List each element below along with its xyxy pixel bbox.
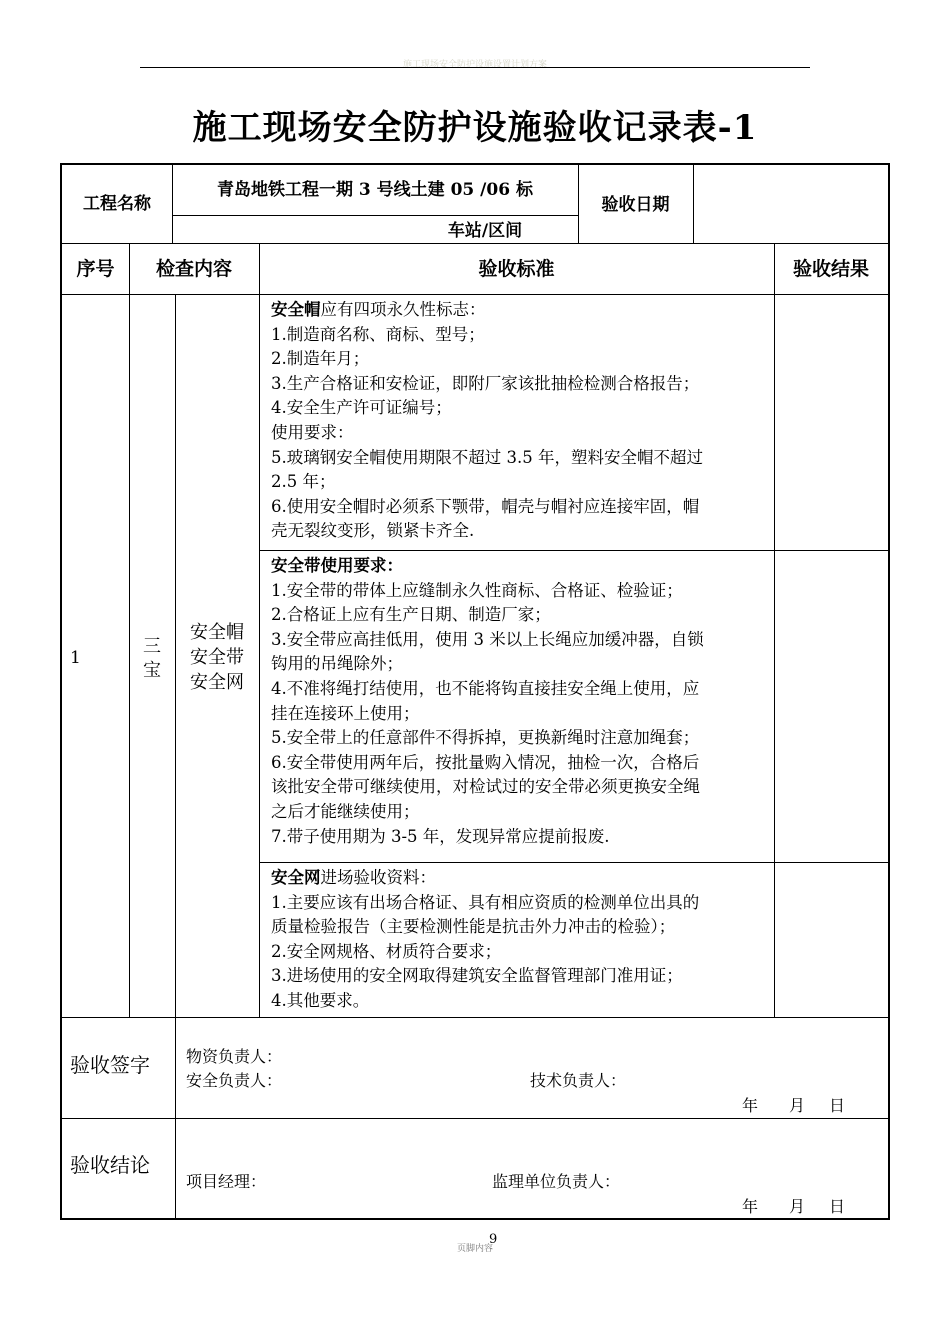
col-divider-result <box>774 243 775 1017</box>
helmet-line: 5.玻璃钢安全帽使用期限不超过 3.5 年，塑料安全帽不超过 <box>271 447 703 467</box>
row-divider-info <box>62 243 888 244</box>
category-line-2: 宝 <box>143 660 161 681</box>
sign-material: 物资负责人： <box>186 1047 283 1066</box>
conclusion-month: 月 <box>789 1197 806 1216</box>
col-divider-info-1 <box>172 165 173 243</box>
belt-line: 7.带子使用期为 3-5 年，发现异常应提前报废. <box>271 826 610 846</box>
belt-line: 1.安全带的带体上应缝制永久性商标、合格证、检验证； <box>271 580 683 600</box>
belt-line: 5.安全带上的任意部件不得拆掉，更换新绳时注意加绳套； <box>271 728 700 748</box>
project-name: 青岛地铁工程一期 3 号线土建 05 /06 标 <box>217 180 533 200</box>
sign-safety: 安全负责人： <box>186 1071 283 1090</box>
conclusion-label: 验收结论 <box>70 1153 150 1177</box>
inspection-table <box>60 163 890 1220</box>
net-line: 4.其他要求。 <box>271 990 370 1010</box>
page-footer: 页脚内容 <box>456 1244 493 1254</box>
project-label: 工程名称 <box>83 194 151 214</box>
net-line: 1.主要应该有出场合格证、具有相应资质的检测单位出具的 <box>271 892 700 912</box>
row-divider-belt <box>259 862 888 863</box>
net-lead <box>271 866 771 891</box>
column-header-result: 验收结果 <box>792 258 869 280</box>
station-label: 车站/区间 <box>447 221 523 241</box>
net-line: 质量检验报告（主要检测性能是抗击外力冲击的检验）； <box>271 917 676 937</box>
belt-line: 2.合格证上应有生产日期、制造厂家； <box>271 605 551 625</box>
belt-line: 钩用的吊绳除外； <box>271 654 403 674</box>
belt-line: 之后才能继续使用； <box>271 801 420 821</box>
date-label: 验收日期 <box>601 195 670 215</box>
belt-line: 4.不准将绳打结使用，也不能将钩直接挂安全绳上使用，应 <box>271 678 700 698</box>
page-header: 施工现场安全防护设施设置计划方案 <box>402 60 547 70</box>
helmet-line: 6.使用安全帽时必须系下颚带，帽壳与帽衬应连接牢固，帽 <box>271 496 700 516</box>
sign-month: 月 <box>789 1096 806 1115</box>
net-standard <box>271 866 771 1014</box>
belt-line: 3.安全带应高挂低用，使用 3 米以上长绳应加缓冲器，自锁 <box>271 629 704 649</box>
page-number: 9 <box>489 1232 498 1247</box>
helmet-line: 壳无裂纹变形，锁紧卡齐全. <box>271 521 475 541</box>
helmet-line: 1.制造商名称、商标、型号； <box>271 324 485 344</box>
conclusion-day: 日 <box>829 1197 846 1216</box>
sign-tech: 技术负责人： <box>530 1071 627 1090</box>
col-divider-info-3 <box>693 165 694 243</box>
col-divider-bottom <box>175 1017 176 1220</box>
project-name-divider <box>172 215 578 216</box>
net-line: 3.进场使用的安全网取得建筑安全监督管理部门准用证； <box>271 966 683 986</box>
helmet-line: 2.5 年； <box>271 472 336 492</box>
helmet-line: 2.制造年月； <box>271 349 370 369</box>
conclusion-year: 年 <box>742 1197 759 1216</box>
category-line-1: 三 <box>143 636 161 657</box>
net-line: 2.安全网规格、材质符合要求； <box>271 941 502 961</box>
conclusion-pm: 项目经理： <box>186 1172 267 1191</box>
sign-year: 年 <box>742 1096 759 1115</box>
row-divider-sign <box>62 1118 888 1119</box>
conclusion-supervisor: 监理单位负责人： <box>492 1172 621 1191</box>
row-divider-items <box>62 1017 888 1018</box>
belt-line: 该批安全带可继续使用，对检试过的安全带必须更换安全绳 <box>271 777 700 797</box>
sign-label: 验收签字 <box>70 1053 150 1077</box>
sign-day: 日 <box>829 1096 846 1115</box>
row-divider-helmet <box>259 550 888 551</box>
net-lead-bold: 安全网 <box>271 868 321 887</box>
col-divider-content <box>259 243 260 1017</box>
page-title: 施工现场安全防护设施验收记录表-1 <box>192 108 758 148</box>
helmet-line: 使用要求： <box>271 422 354 442</box>
helmet-standard <box>271 298 771 544</box>
helmet-line: 4.安全生产许可证编号； <box>271 398 452 418</box>
net-lead-rest: 进场验收资料： <box>320 868 436 887</box>
item-helmet: 安全帽 <box>190 622 244 643</box>
header-divider <box>140 67 810 68</box>
helmet-lead-bold: 安全帽 <box>271 300 321 319</box>
column-header-seq: 序号 <box>76 258 115 280</box>
belt-lead: 安全带使用要求： <box>271 556 403 575</box>
helmet-lead-rest: 应有四项永久性标志： <box>320 300 486 319</box>
row-divider-header <box>62 294 888 295</box>
item-belt: 安全带 <box>190 647 244 668</box>
column-header-content: 检查内容 <box>155 258 232 280</box>
row-seq: 1 <box>70 648 81 668</box>
helmet-line: 3.生产合格证和安检证，即附厂家该批抽检检测合格报告； <box>271 373 700 393</box>
helmet-lead <box>271 298 771 323</box>
column-header-standard: 验收标准 <box>478 258 555 280</box>
belt-line: 6.安全带使用两年后，按批量购入情况，抽检一次，合格后 <box>271 752 700 772</box>
belt-standard <box>271 554 771 849</box>
item-net: 安全网 <box>190 672 244 693</box>
belt-line: 挂在连接环上使用； <box>271 703 420 723</box>
